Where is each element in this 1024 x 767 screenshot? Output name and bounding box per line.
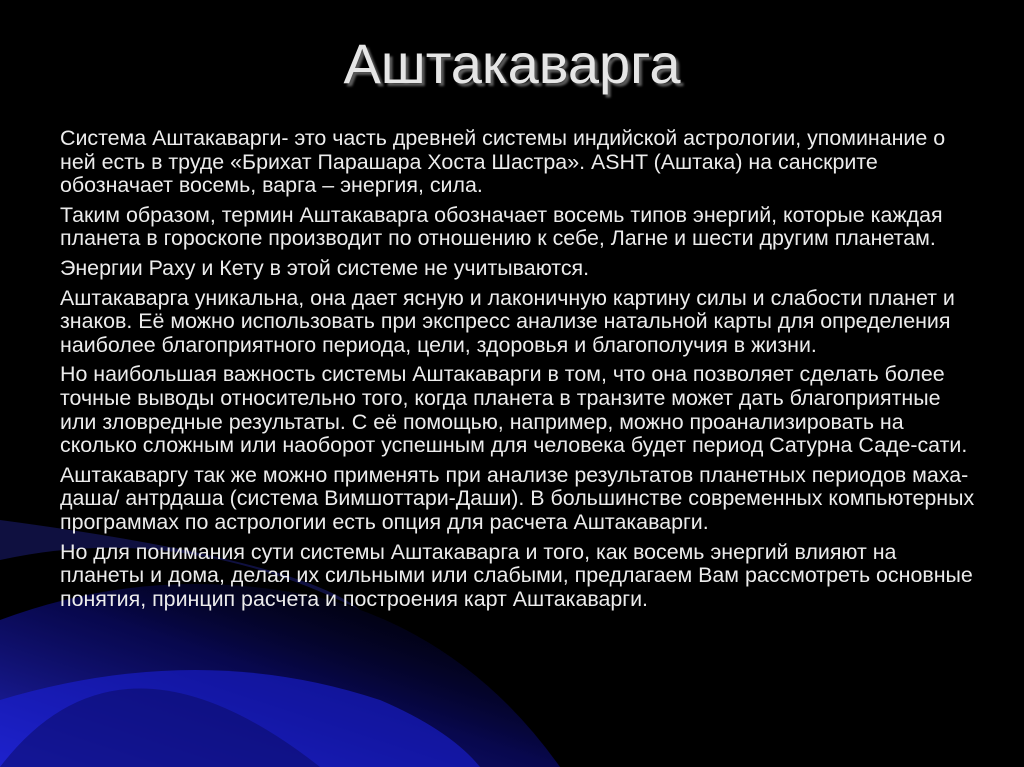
- paragraph-6: Аштакаваргу так же можно применять при анализе результатов планетных периодов маха-даша/ антрдаша (система Вимшоттари-Даши). В большинстве современных компьютерных программах по астрологии есть опция для расчета Аштакаварги.: [60, 462, 975, 534]
- slide-title: Аштакаварга: [343, 32, 681, 95]
- paragraph-3: Энергии Раху и Кету в этой системе не учитываются.: [60, 255, 590, 280]
- slide-body: [60, 127, 980, 617]
- paragraph-5: Но наибольшая важность системы Аштакаварги в том, что она позволяет сделать более точные выводы относительно того, когда планета в транзите может дать благоприятные или зловредные результаты. С её помощью, например, можно проанализировать на сколько сложным или наоборот успешным для человека будет период Сатурна Саде-сати.: [60, 362, 968, 458]
- paragraph-2: Таким образом, термин Аштакаварга обозначает восемь типов энергий, которые каждая планета в гороскопе производит по отношению к себе, Лагне и шести другим планетам.: [60, 202, 943, 251]
- paragraph-4: Аштакаварга уникальна, она дает ясную и лаконичную картину силы и слабости планет и знаков. Её можно использовать при экспресс анализе натальной карты для определения наиболее благоприятного периода, цели, здоровья и благополучия в жизни.: [60, 285, 955, 357]
- paragraph-1: Система Аштакаварги- это часть древней системы индийской астрологии, упоминание о ней есть в труде «Брихат Парашара Хоста Шастра». ASHT (Аштака) на санскрите обозначает восемь, варга – энергия, сила.: [60, 126, 946, 198]
- paragraph-7: Но для понимания сути системы Аштакаварга и того, как восемь энергий влияют на планеты и дома, делая их сильными или слабыми, предлагаем Вам рассмотреть основные понятия, принцип расчета и построения карт Аштакаварги.: [60, 539, 973, 611]
